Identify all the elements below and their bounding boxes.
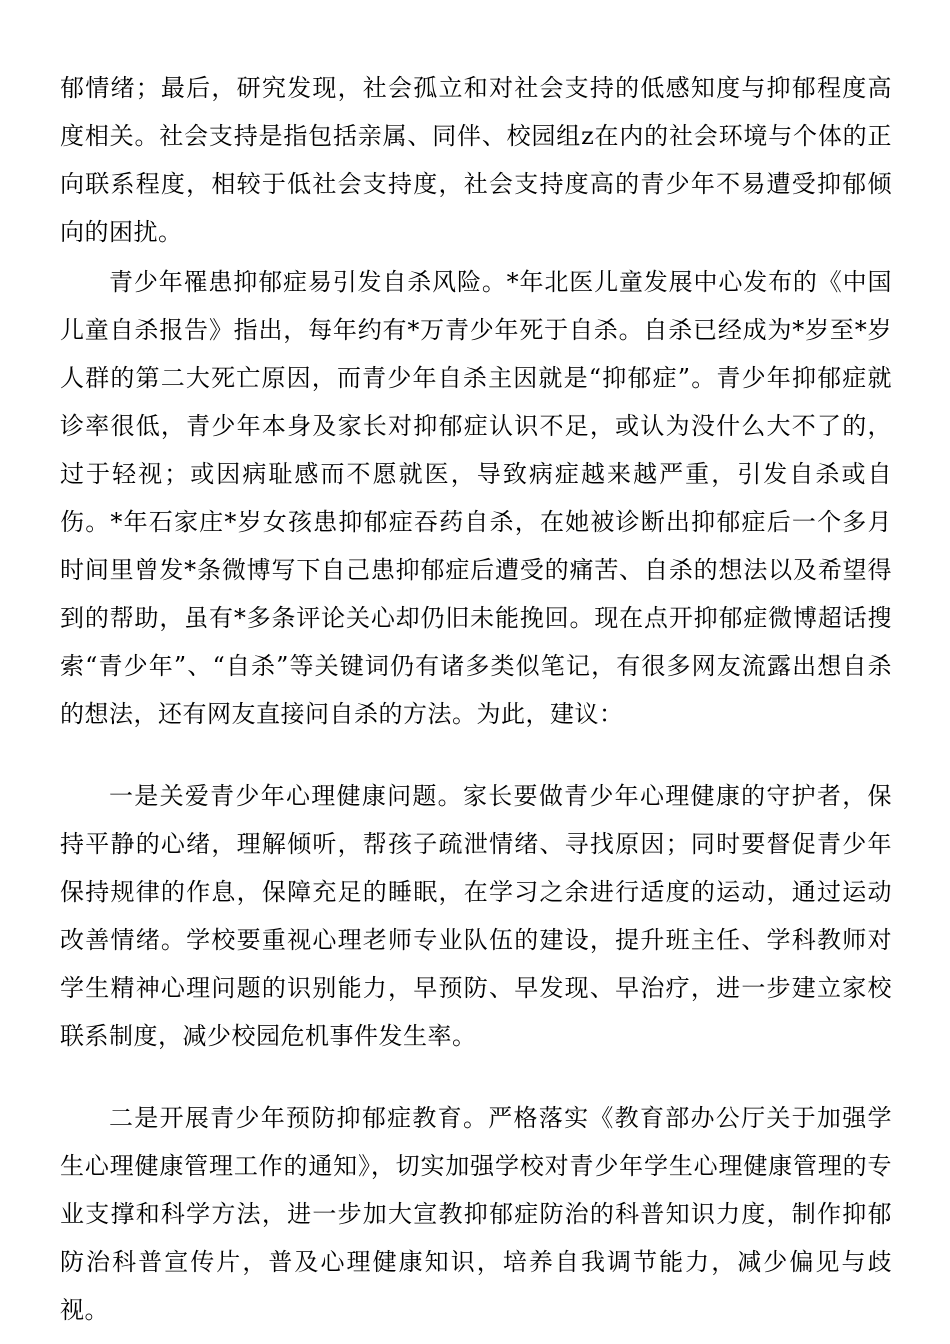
paragraph-suggestion-one: 一是关爱青少年心理健康问题。家长要做青少年心理健康的守护者，保持平静的心绪，理解倾听，帮孩子疏泄情绪、寻找原因；同时要督促青少年保持规律的作息，保障充足的睡眠，在学习之余进行适度的运动，通过运动改善情绪。学校要重视心理老师专业队伍的建设，提升班主任、学科教师对学生精神心理问题的识别能力，早预防、早发现、早治疗，进一步建立家校联系制度，减少校园危机事件发生率。 (60, 782, 892, 1050)
paragraph-suggestion-two: 二是开展青少年预防抑郁症教育。严格落实《教育部办公厅关于加强学生心理健康管理工作的通知》，切实加强学校对青少年学生心理健康管理的专业支撑和科学方法，进一步加大宣教抑郁症防治的科普知识力度，制作抑郁防治科普宣传片，普及心理健康知识，培养自我调节能力，减少偏见与歧视。 (60, 1104, 892, 1324)
paragraph-continuation: 郁情绪；最后，研究发现，社会孤立和对社会支持的低感知度与抑郁程度高度相关。社会支持是指包括亲属、同伴、校园组z在内的社会环境与个体的正向联系程度，相较于低社会支持度，社会支持度高的青少年不易遭受抑郁倾向的困扰。 (60, 74, 892, 246)
paragraph-suicide-risk: 青少年罹患抑郁症易引发自杀风险。*年北医儿童发展中心发布的《中国儿童自杀报告》指出，每年约有*万青少年死于自杀。自杀已经成为*岁至*岁人群的第二大死亡原因，而青少年自杀主因就是“抑郁症”。青少年抑郁症就诊率很低，青少年本身及家长对抑郁症认识不足，或认为没什么大不了的，过于轻视；或因病耻感而不愿就医，导致病症越来越严重，引发自杀或自伤。*年石家庄*岁女孩患抑郁症吞药自杀，在她被诊断出抑郁症后一个多月时间里曾发*条微博写下自己患抑郁症后遭受的痛苦、自杀的想法以及希望得到的帮助，虽有*多条评论关心却仍旧未能挽回。现在点开抑郁症微博超话搜索“青少年”、“自杀”等关键词仍有诸多类似笔记，有很多网友流露出想自杀的想法，还有网友直接问自杀的方法。为此，建议： (60, 268, 892, 728)
